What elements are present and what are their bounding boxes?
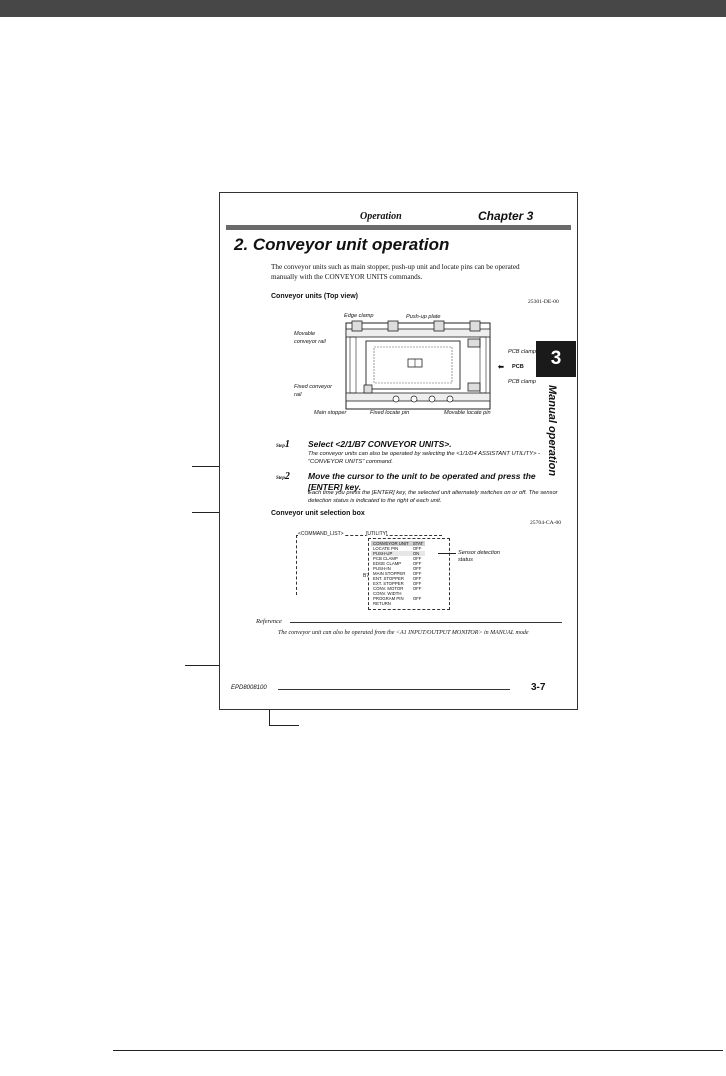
label-push-up-plate: Push-up plate [406,314,441,320]
label-movable-locate-pin: Movable locate pin [444,410,491,416]
table-row[interactable]: ENT. STOPPER OFF [373,576,422,581]
command-list-label: <COMMAND_LIST> [298,531,344,537]
figure1-code: 25301-DE-00 [528,299,559,305]
step2-body: Each time you press the [ENTER] key, the selected unit alternately switches on or off. The sensor detection status is indicated to the right of each unit. [308,490,558,504]
sensor-status-label: Sensor detection status [458,550,500,563]
step2-title: Move the cursor to the unit to be operated and press the [ENTER] key. [308,471,536,492]
table-row[interactable]: PCB CLAMP OFF [373,556,422,561]
table-row[interactable]: PROGRAM PIN OFF [373,596,422,601]
label-main-stopper: Main stopper [314,410,347,416]
figure2-code: 25704-CA-00 [530,520,562,526]
figure1-heading: Conveyor units (Top view) [271,293,358,300]
conveyor-unit-table [371,541,425,606]
bottom-rule [113,1050,723,1051]
reference-body: The conveyor unit can also be operated from the <A1 INPUT/OUTPUT MONITOR> in MANUAL mode [278,630,529,636]
step1-title: Select <2/1/B7 CONVEYOR UNITS>. [308,439,452,449]
header-section: Operation [360,211,402,222]
label-edge-clamp: Edge clamp [344,313,374,319]
step1-marker: Step1 [276,439,290,450]
table-row[interactable]: RETURN [373,601,391,606]
conveyor-unit-box [368,538,450,610]
label-pcb-clamp-top: PCB clamp [508,349,536,355]
label-fixed-locate-pin: Fixed locate pin [370,410,410,416]
callout-line [269,725,299,726]
label-pcb: PCB [512,364,524,370]
table-row[interactable]: PUSH-UP ON [371,551,425,556]
chapter-tab-label: Manual operation [546,385,558,477]
label-pcb-clamp-bottom: PCB clamp [508,379,536,385]
top-bar [0,0,726,17]
label-fixed-rail: Fixed conveyor rail [294,384,332,398]
header-chapter: Chapter 3 [478,209,534,223]
label-movable-rail: Movable conveyor rail [294,331,326,345]
figure2-heading: Conveyor unit selection box [271,510,365,517]
reference-heading: Reference [256,618,282,625]
screen-dash [296,535,298,595]
reference-rule [290,622,562,623]
table-row[interactable]: MAIN STOPPER OFF [373,571,422,576]
chapter-tab: 3 [536,341,576,377]
page-title: 2. Conveyor unit operation [234,235,450,254]
pcb-arrow-icon: ⬅ [498,364,504,371]
conveyor-diagram [344,319,494,415]
intro-text: The conveyor units such as main stopper, push-up unit and locate pins can be operated manually with the CONVEYOR UNITS commands. [271,263,520,281]
header-rule [226,225,571,230]
sensor-callout-line [438,553,456,554]
footer-doc-number: EPD8008100 [231,685,267,691]
table-row[interactable]: PUSH-IN OFF [373,566,422,571]
step2-marker: Step2 [276,471,290,482]
table-row[interactable]: CONV. WIDTH [373,591,402,596]
manual-page [219,192,578,710]
table-header-row: CONVEYOR UNIT STAT [373,541,424,546]
table-row[interactable]: CONV. MOTOR OFF [373,586,422,591]
footer-rule [278,689,510,690]
step1-body: The conveyor units can also be operated by selecting the <1/1/D4 ASSISTANT UTILITY> - "CONVEYOR UNITS" command. [308,451,540,465]
table-row[interactable]: EXT. STOPPER OFF [373,581,422,586]
table-row[interactable]: EDGE CLAMP OFF [373,561,422,566]
table-row[interactable]: LOCATE PIN OFF [373,546,422,551]
b7-label: B7 [363,573,370,579]
utility-label: [UTILITY] [366,531,388,537]
footer-page-number: 3-7 [531,682,546,693]
